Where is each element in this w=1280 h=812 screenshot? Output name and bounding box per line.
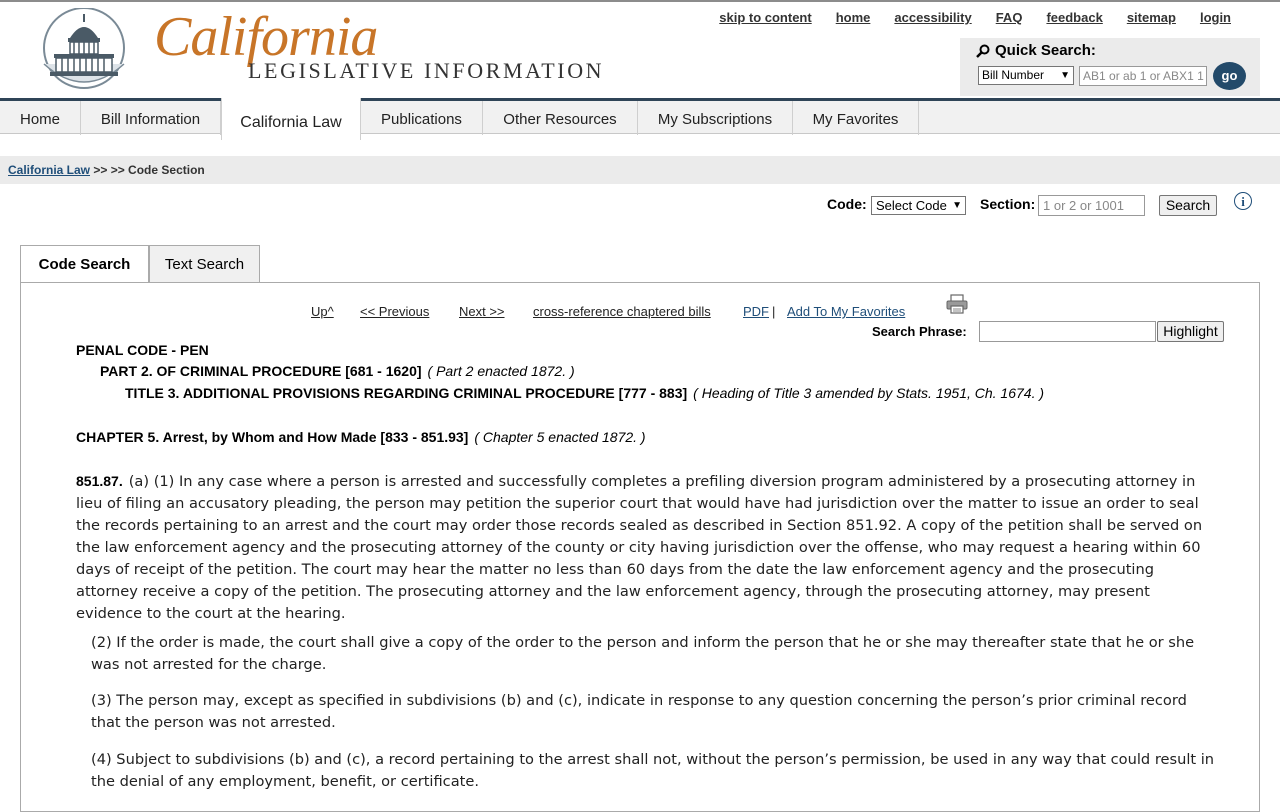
info-icon[interactable]: i xyxy=(1234,192,1252,210)
code-select-value: Select Code xyxy=(876,198,947,213)
nav-publications[interactable]: Publications xyxy=(361,101,483,135)
title-note: ( Heading of Title 3 amended by Stats. 1951, Ch. 1674. ) xyxy=(693,385,1045,401)
feedback-link[interactable]: feedback xyxy=(1046,10,1103,25)
nav-my-subscriptions[interactable]: My Subscriptions xyxy=(638,101,793,135)
bill-number-input[interactable]: AB1 or ab 1 or ABX1 1 xyxy=(1079,66,1207,86)
faq-link[interactable]: FAQ xyxy=(995,10,1023,25)
sitemap-link[interactable]: sitemap xyxy=(1126,10,1176,25)
part-note: ( Part 2 enacted 1872. ) xyxy=(427,363,575,379)
search-phrase-label: Search Phrase: xyxy=(872,324,967,339)
breadcrumb-california-law[interactable]: California Law xyxy=(8,163,91,177)
highlight-button[interactable]: Highlight xyxy=(1157,321,1224,342)
nav-separator: | xyxy=(772,304,776,319)
section-paragraph-a3: (3) The person may, except as specified in subdivisions (b) and (c), indicate in response to any question concerning the person’s prior criminal record that the person was not arrested. xyxy=(91,692,1187,731)
printer-icon[interactable] xyxy=(946,294,968,314)
previous-link[interactable]: << Previous xyxy=(360,304,430,319)
login-link[interactable]: login xyxy=(1199,10,1231,25)
section-label: Section: xyxy=(980,196,1036,212)
section-paragraph-a1 xyxy=(76,470,1216,625)
section-paragraph-a4: (4) Subject to subdivisions (b) and (c), a record pertaining to the arrest shall not, without the person’s permission, be used in any way that could result in the denial of any employment, benefit, or certificate. xyxy=(91,751,1215,790)
accessibility-link[interactable]: accessibility xyxy=(894,10,972,25)
chapter-note: ( Chapter 5 enacted 1872. ) xyxy=(474,429,646,445)
breadcrumb xyxy=(0,156,1280,184)
title-heading xyxy=(125,385,1044,401)
breadcrumb-current: >> >> Code Section xyxy=(93,163,205,177)
quick-search-box xyxy=(960,38,1260,96)
chevron-down-icon: ▼ xyxy=(1060,70,1070,81)
quick-search-label: Quick Search: xyxy=(995,42,1096,59)
top-links xyxy=(719,10,1231,25)
section-input[interactable]: 1 or 2 or 1001 xyxy=(1038,195,1145,216)
chevron-down-icon: ▼ xyxy=(952,200,962,211)
search-icon xyxy=(976,44,990,58)
tab-code-search[interactable]: Code Search xyxy=(20,245,149,283)
go-button[interactable]: go xyxy=(1213,62,1246,90)
chapter-title: CHAPTER 5. Arrest, by Whom and How Made [833 - 851.93] xyxy=(76,429,469,445)
section-paragraph-a2: (2) If the order is made, the court shall give a copy of the order to the person and inform the person that he or she may thereafter state that he or she was not arrested for the charge. xyxy=(91,634,1195,673)
nav-california-law[interactable]: California Law xyxy=(221,98,361,140)
search-button[interactable]: Search xyxy=(1159,195,1217,216)
pdf-link[interactable]: PDF xyxy=(743,304,769,319)
skip-to-content-link[interactable]: skip to content xyxy=(719,10,812,25)
search-phrase-input[interactable] xyxy=(979,321,1156,342)
chapter-heading xyxy=(76,429,646,445)
next-link[interactable]: Next >> xyxy=(459,304,505,319)
main-nav xyxy=(0,98,1280,134)
nav-my-favorites[interactable]: My Favorites xyxy=(793,101,919,135)
up-link[interactable]: Up^ xyxy=(311,304,334,319)
quick-search-title xyxy=(976,42,1096,59)
logo-subtitle: LEGISLATIVE INFORMATION xyxy=(248,58,605,83)
code-label: Code: xyxy=(827,196,867,212)
tab-text-search[interactable]: Text Search xyxy=(149,245,260,282)
section-number: 851.87. xyxy=(76,473,123,489)
capitol-seal-logo xyxy=(40,8,128,92)
nav-other-resources[interactable]: Other Resources xyxy=(483,101,638,135)
title-title: TITLE 3. ADDITIONAL PROVISIONS REGARDING CRIMINAL PROCEDURE [777 - 883] xyxy=(125,385,688,401)
part-title: PART 2. OF CRIMINAL PROCEDURE [681 - 1620] xyxy=(100,363,422,379)
paragraph-text: (a) (1) In any case where a person is arrested and successfully completes a prefiling diversion program administered by a prosecuting attorney in lieu of filing an accusatory pleading, the person may petition the superior court that would have had jurisdiction over the matter to issue an order to seal the records pertaining to an arrest and the court may order those records sealed as described in Section 851.92. A copy of the petition shall be served on the law enforcement agency and the prosecuting attorney of the county or city having jurisdiction over the offense, who may request a hearing within 60 days of receipt of the petition. The court may hear the matter no less than 60 days from the date the law enforcement agency and the prosecuting attorney receive a copy of the petition. The prosecuting attorney and the law enforcement agency, through the prosecuting attorney, may present evidence to the court at the hearing. xyxy=(76,473,1203,622)
nav-home[interactable]: Home xyxy=(0,101,81,135)
add-to-favorites-link[interactable]: Add To My Favorites xyxy=(787,304,906,319)
code-select[interactable] xyxy=(871,196,966,215)
code-title: PENAL CODE - PEN xyxy=(76,342,209,358)
cross-reference-link[interactable]: cross-reference chaptered bills xyxy=(533,304,711,319)
home-link[interactable]: home xyxy=(835,10,871,25)
bill-type-select[interactable] xyxy=(978,66,1074,85)
part-heading xyxy=(100,363,575,379)
bill-type-value: Bill Number xyxy=(982,68,1045,82)
logo-california: California xyxy=(154,6,378,68)
nav-bill-information[interactable]: Bill Information xyxy=(81,101,221,135)
